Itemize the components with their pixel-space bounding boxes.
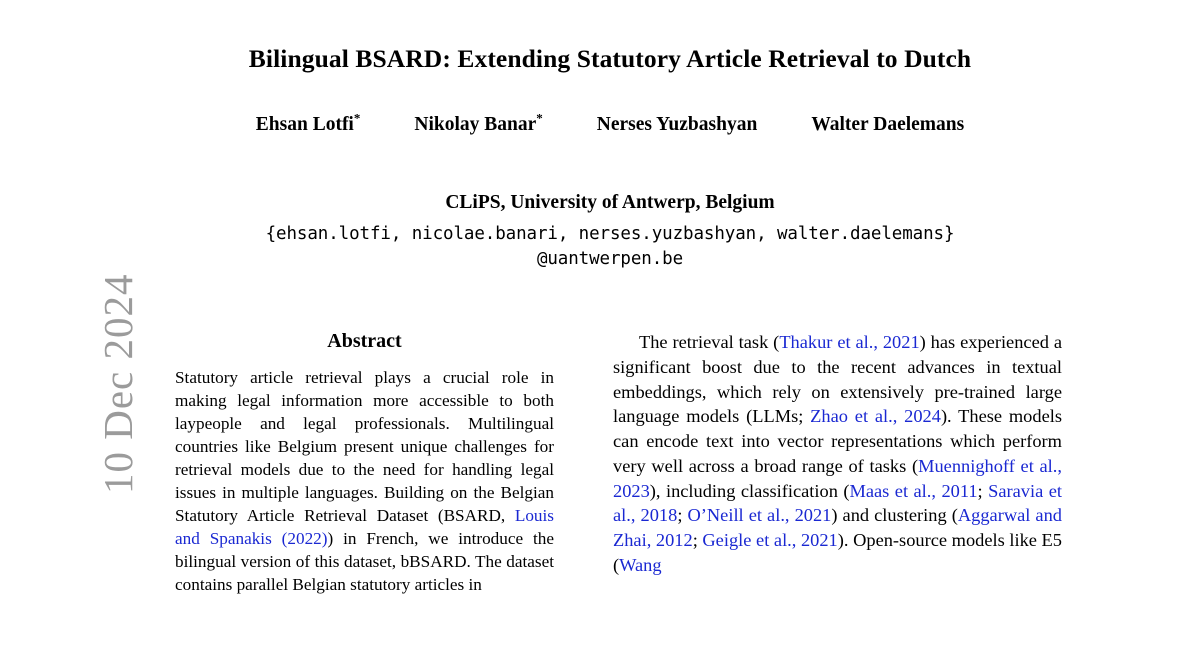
author-list bbox=[150, 110, 1070, 136]
column-left bbox=[175, 330, 554, 597]
author-name: Ehsan Lotfi bbox=[255, 114, 354, 135]
citation-geigle-2021[interactable]: Geigle et al., 2021 bbox=[702, 530, 838, 550]
abstract-space bbox=[272, 529, 282, 548]
email-block bbox=[150, 222, 1070, 272]
author-marker: * bbox=[536, 110, 543, 126]
page-bottom-cutoff bbox=[0, 638, 1200, 648]
intro-seg-4: ), including classification ( bbox=[649, 480, 850, 501]
author-entry bbox=[255, 110, 361, 136]
author-entry bbox=[414, 110, 543, 136]
abstract-paragraph bbox=[175, 367, 554, 597]
abstract-text-part-2: ) in French, we introduce the bilingual version of this dataset, bBSARD. The dataset contains parallel Belgian statutory articles in bbox=[175, 528, 555, 594]
author-marker: * bbox=[353, 110, 361, 126]
introduction-paragraph bbox=[613, 330, 1062, 578]
affiliation: CLiPS, University of Antwerp, Belgium bbox=[445, 192, 775, 213]
citation-louis-spanakis[interactable]: Louis and Spanakis bbox=[175, 505, 554, 548]
email-line-2: @uantwerpen.be bbox=[536, 248, 684, 269]
author-entry bbox=[597, 114, 758, 136]
email-line-1: {ehsan.lotfi, nicolae.banari, nerses.yuzbashyan, walter.daelemans} bbox=[265, 224, 955, 244]
intro-sep-3: ; bbox=[692, 530, 703, 550]
intro-seg-2: ) has experienced a significant boost due to the recent advances in textual embeddings, which rely on extensively pre-trained large language models (LLMs; bbox=[613, 332, 1062, 427]
author-name: Walter Daelemans bbox=[811, 114, 965, 135]
intro-seg-3: ). These models can encode text into vector representations which perform very well across a broad range of tasks ( bbox=[613, 406, 1062, 476]
citation-muennighoff-2023[interactable]: Muennighoff et al., 2023 bbox=[613, 455, 1062, 501]
column-right bbox=[613, 330, 1062, 578]
intro-seg-1: The retrieval task ( bbox=[639, 332, 780, 352]
intro-sep-2: ; bbox=[677, 505, 688, 526]
citation-aggarwal-zhai-2012[interactable]: Aggarwal and Zhai, 2012 bbox=[613, 505, 1062, 550]
author-name: Nerses Yuzbashyan bbox=[596, 114, 758, 135]
intro-seg-5: ) and clustering ( bbox=[831, 505, 958, 526]
page-title: Bilingual BSARD: Extending Statutory Article Retrieval to Dutch bbox=[248, 44, 972, 73]
citation-oneill-2021[interactable]: O’Neill et al., 2021 bbox=[687, 505, 832, 526]
abstract-heading: Abstract bbox=[327, 330, 402, 352]
citation-maas-2011[interactable]: Maas et al., 2011 bbox=[849, 480, 978, 501]
citation-saravia-2018[interactable]: Saravia et al., 2018 bbox=[613, 480, 1062, 526]
two-column-body bbox=[0, 330, 1200, 650]
arxiv-date-stamp: 10 Dec 2024 bbox=[95, 273, 141, 494]
citation-zhao-2024[interactable]: Zhao et al., 2024 bbox=[810, 406, 941, 427]
citation-wang[interactable]: Wang bbox=[619, 554, 662, 575]
author-name: Nikolay Banar bbox=[414, 114, 537, 135]
author-entry bbox=[811, 114, 964, 136]
abstract-text-part-1: Statutory article retrieval plays a crucial role in making legal information more accessible to both laypeople and legal professionals. Multilingual countries like Belgium present unique challenges for retrieval models due to the need for handling legal issues in multiple languages. Building on the Belgian Statutory Article Retrieval Dataset (BSARD, bbox=[175, 368, 554, 525]
intro-seg-6: ). Open-source models like E5 ( bbox=[613, 530, 1062, 575]
citation-louis-spanakis-year[interactable]: (2022) bbox=[281, 528, 328, 548]
citation-thakur-2021[interactable]: Thakur et al., 2021 bbox=[779, 332, 920, 352]
intro-sep-1: ; bbox=[977, 480, 989, 501]
